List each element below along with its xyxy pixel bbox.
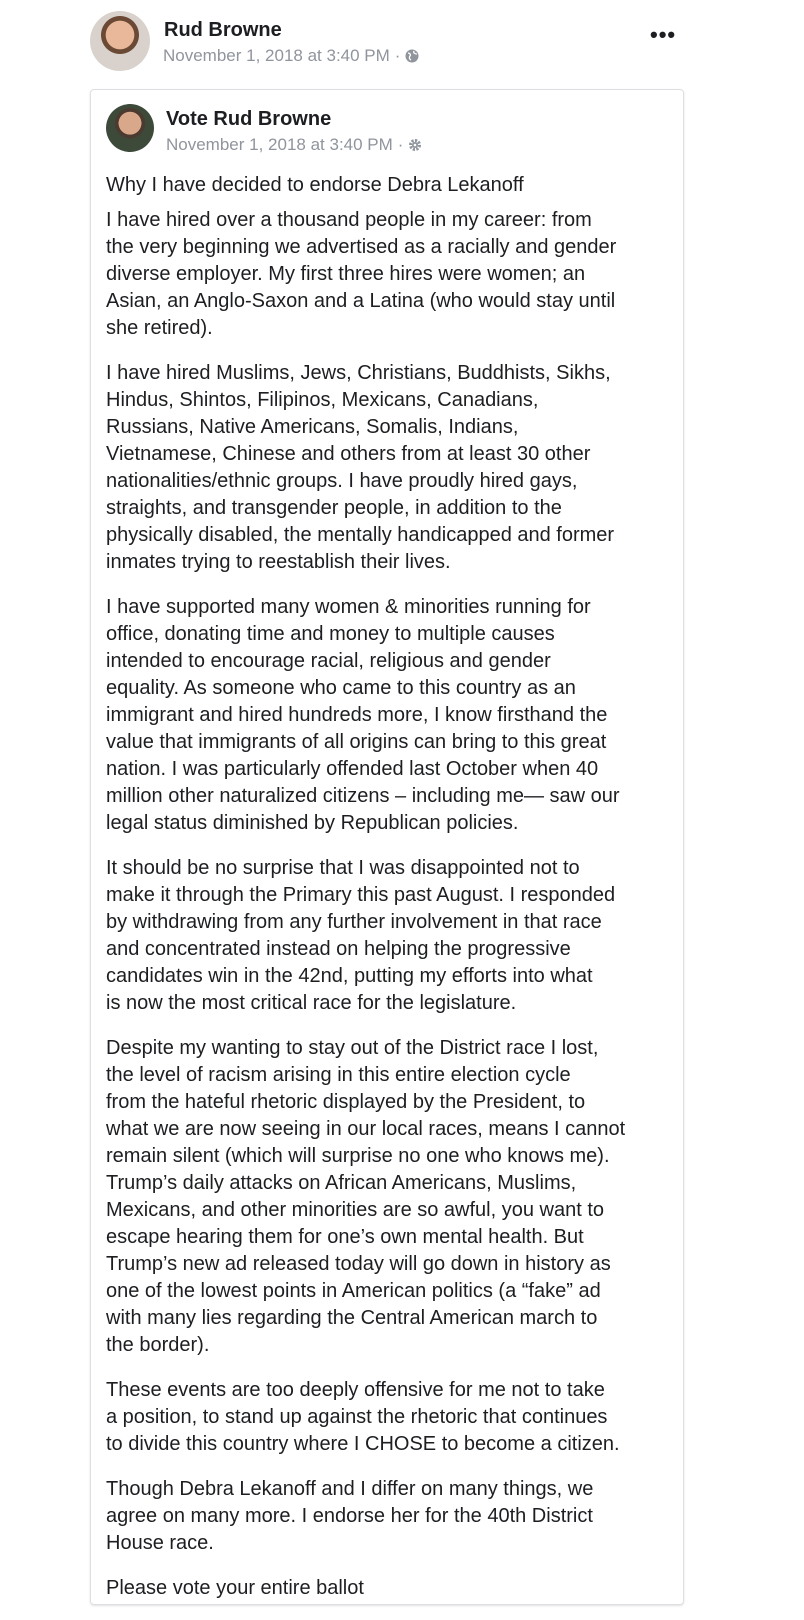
avatar[interactable] — [106, 104, 154, 152]
separator: · — [397, 135, 404, 154]
paragraph: I have supported many women & minorities running for office, donating time and money to multiple causes intended to encourage racial, religious and gender equality. As someone who came to this country as an immigrant and hired hundreds more, I know firsthand the value that immigrants of all origins can bring to this great nation. I was particularly offended last October when 40 million other naturalized citizens – including me— saw our legal status diminished by Republican policies. — [106, 596, 620, 834]
post-meta — [163, 46, 419, 66]
paragraph: Please vote your entire ballot — [106, 1577, 364, 1599]
paragraph: These events are too deeply offensive for me not to take a position, to stand up against the rhetoric that continues to divide this country where I CHOSE to become a citizen. — [106, 1379, 620, 1455]
gear-icon — [408, 138, 422, 152]
globe-icon — [405, 49, 419, 63]
paragraph: Despite my wanting to stay out of the District race I lost, the level of racism arising in this entire election cycle from the hateful rhetoric displayed by the President, to what we are now seeing in our local races, means I cannot remain silent (which will surprise no one who knows me). Trump’s daily attacks on African Americans, Muslims, Mexicans, and other minorities are so awful, you want to escape hearing them for one’s own mental health. But Trump’s new ad released today will go down in history as one of the lowest points in American politics (a “fake” ad with many lies regarding the Central American march to the border). — [106, 1037, 626, 1356]
separator: · — [394, 46, 401, 65]
author-name[interactable]: Rud Browne — [164, 19, 282, 41]
more-options-button[interactable]: ••• — [650, 22, 677, 47]
timestamp[interactable]: November 1, 2018 at 3:40 PM — [163, 46, 390, 65]
paragraph: I have hired over a thousand people in my career: from the very beginning we advertised as a racially and gender diverse employer. My first three hires were women; an Asian, an Anglo-Saxon and a Latina (who would stay until she retired). — [106, 209, 617, 339]
post-title: Why I have decided to endorse Debra Lekanoff — [106, 174, 524, 196]
paragraph: It should be no surprise that I was disappointed not to make it through the Primary this past August. I responded by withdrawing from any further involvement in that race and concentrated instead on helping the progressive candidates win in the 42nd, putting my efforts into what is now the most critical race for the legislature. — [106, 857, 616, 1014]
post-body — [106, 172, 676, 1620]
paragraph: I have hired Muslims, Jews, Christians, Buddhists, Sikhs, Hindus, Shintos, Filipinos, Mexicans, Canadians, Russians, Native Americans, Somalis, Indians, Vietnamese, Chinese and others from at least 30 other nationalities/ethnic groups. I have proudly hired gays, straights, and transgender people, in addition to the physically disabled, the mentally handicapped and former inmates trying to reestablish their lives. — [106, 362, 615, 573]
page-name[interactable]: Vote Rud Browne — [166, 108, 332, 130]
post-meta — [166, 135, 422, 155]
paragraph: Though Debra Lekanoff and I differ on many things, we agree on many more. I endorse her for the 40th District House race. — [106, 1478, 594, 1554]
avatar[interactable] — [90, 11, 150, 71]
timestamp[interactable]: November 1, 2018 at 3:40 PM — [166, 135, 393, 154]
